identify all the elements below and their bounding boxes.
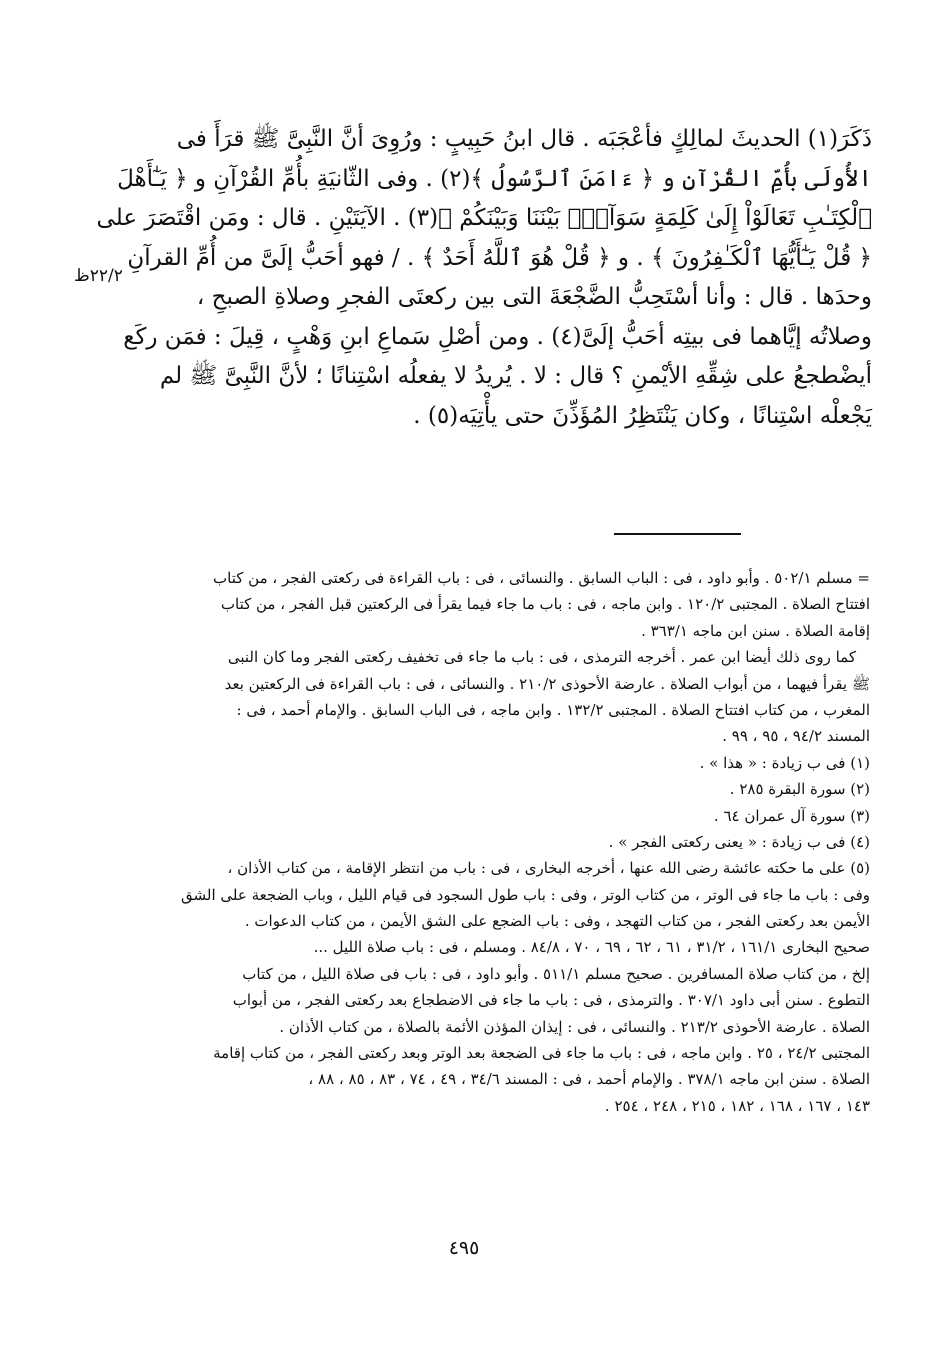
footnote-line: (١) فى ب زيادة : « هذا » .	[699, 753, 870, 772]
footnote-line: (٣) سورة آل عمران ٦٤ .	[713, 806, 870, 825]
footnote-line: الصلاة . عارضة الأحوذى ٢١٣/٢ . والنسائى ، فى : إيذان المؤذن الأئمة بالصلاة ، من كتاب الأذان .	[279, 1017, 870, 1036]
footnote-divider	[614, 533, 741, 535]
footnote-line: (٤) فى ب زيادة : « يعنى ركعتى الفجر » .	[608, 832, 870, 851]
main-text-line: ٱلْكِتَـٰبِ تَعَالَوْاْ إِلَىٰ كَلِمَةٍ سَوَآءِۭ بَيْنَنَا وَبَيْنَكُمْ ﴾(٣) . الآيَتَيْنِ . قال : ومَن اقْتَصَرَ على	[96, 205, 872, 231]
footnote-line: افتتاح الصلاة . المجتبى ١٢٠/٢ . وابن ماجه ، فى : باب ما جاء فيما يقرأ فى الركعتين قبل الفجر ، من كتاب	[220, 595, 870, 614]
footnote-line: التطوع . سنن أبى داود ٣٠٧/١ . والترمذى ، فى : باب ما جاء فى الاضطجاع بعد ركعتى الفجر ، من أبواب	[232, 991, 870, 1010]
footnote-line: إقامة الصلاة . سنن ابن ماجه ٣٦٣/١ .	[641, 621, 870, 640]
page-number: ٤٩٥	[448, 1237, 480, 1259]
footnote-line: ﷺ يقرأ فيهما ، من أبواب الصلاة . عارضة الأحوذى ٢١٠/٢ . والنسائى ، فى : باب القراءة فى الركعتين بعد	[224, 674, 870, 693]
footnotes-block	[150, 565, 870, 1119]
main-text-line: ذَكَرَ(١) الحديثَ لمالِكٍ فأعْجَبَه . قال ابنُ حَبِيبٍ : ورُوِىَ أنَّ النَّبِىَّ ﷺ قرَأَ فى	[176, 126, 872, 152]
main-text-line: أيضْطجعُ على شِقِّهِ الأيْمنِ ؟ قال : لا . يُريدُ لا يفعلُه اسْتِنانًا ؛ لأنَّ النَّبِىَّ ﷺ لم	[159, 363, 872, 389]
footnote-line: = مسلم ٥٠٢/١ . وأبو داود ، فى : الباب السابق . والنسائى ، فى : باب القراءة فى ركعتى الفجر ، من كتاب	[213, 569, 870, 587]
footnote-line: الصلاة . سنن ابن ماجه ٣٧٨/١ . والإمام أحمد ، فى : المسند ٣٤/٦ ، ٤٩ ، ٧٤ ، ٨٣ ، ٨٥ ، ٨٨ ،	[308, 1070, 870, 1089]
footnote-line: المغرب ، من كتاب افتتاح الصلاة . المجتبى ١٣٢/٢ . وابن ماجه ، فى الباب السابق . والإمام أحمد ، فى :	[236, 700, 870, 719]
main-text-line: وحدَها . قال : وأنا أسْتَحِبُّ الضَّجْعَةَ التى بين ركعتَى الفجرِ وصلاةِ الصبحِ ،	[196, 284, 872, 310]
main-text-line: وصلاتُه إيَّاهما فى بيتِه أحَبُّ إلَىَّ(٤) . ومن أصْلِ سَماعِ ابنِ وَهْبٍ ، قِيلَ : فمَن ركَع	[123, 323, 872, 350]
main-text-line: يَجْعلْه اسْتِنانًا ، وكان يَنْتَظِرُ المُؤَذِّنَ حتى يأْتِيَه(٥) .	[413, 402, 872, 429]
footnote-line: وفى : باب ما جاء فى الوتر ، من كتاب الوتر ، وفى : باب طول السجود فى قيام الليل ، وباب الضجعة على الشق	[181, 885, 870, 904]
main-text-line: الأُولَى بأُمِّ القُرْآنِ و ﴿ ءَامَنَ ٱلرَّسُولُ ﴾(٢) . وفى الثّانيَةِ بأُمِّ القُرْآنِ و ﴿ يَـٰٓأَهْلَ	[117, 165, 872, 192]
footnote-line: كما روى ذلك أيضا ابن عمر . أخرجه الترمذى ، فى : باب ما جاء فى تخفيف ركعتى الفجر وما كان النبى	[227, 648, 856, 667]
footnote-line: صحيح البخارى ١٦١/١ ، ٣١/٢ ، ٦١ ، ٦٢ ، ٦٩ ، ٧٠ ، ٨٤/٨ . ومسلم ، فى : باب صلاة الليل ...	[313, 938, 870, 957]
footnote-line: ١٤٣ ، ١٦٧ ، ١٦٨ ، ١٨٢ ، ٢١٥ ، ٢٤٨ ، ٢٥٤ .	[604, 1096, 870, 1115]
footnote-line: إلخ ، من كتاب صلاة المسافرين . صحيح مسلم ٥١١/١ . وأبو داود ، فى : باب فى صلاة الليل ، من كتاب	[242, 964, 870, 983]
footnote-line: المجتبى ٢٤/٢ ، ٢٥ . وابن ماجه ، فى : باب ما جاء فى الضجعة بعد الوتر وبعد ركعتى الفجر ، من كتاب إقامة	[213, 1044, 870, 1063]
main-text-line: ﴿ قُلْ يَـٰٓأَيُّهَا ٱلْكَـٰفِرُونَ ﴾ . و ﴿ قُلْ هُوَ ٱللَّهُ أَحَدٌ ﴾ . / فهو أحَبُّ إلَىَّ من أُمِّ القرآنِ	[127, 244, 872, 271]
footnote-line: الأيمن بعد ركعتى الفجر ، من كتاب التهجد ، وفى : باب الضجع على الشق الأيمن ، من كتاب الدعوات .	[244, 912, 870, 931]
footnote-line: (٢) سورة البقرة ٢٨٥ .	[729, 780, 870, 799]
footnote-line: المسند ٩٤/٢ ، ٩٥ ، ٩٩ .	[722, 727, 870, 746]
footnote-line: (٥) على ما حكته عائشة رضى الله عنها ، أخرجه البخارى ، فى : باب من انتظر الإقامة ، من كتاب الأذان ،	[227, 859, 870, 878]
manuscript-folio-marker: ٢٢/٢ظ	[74, 266, 123, 286]
